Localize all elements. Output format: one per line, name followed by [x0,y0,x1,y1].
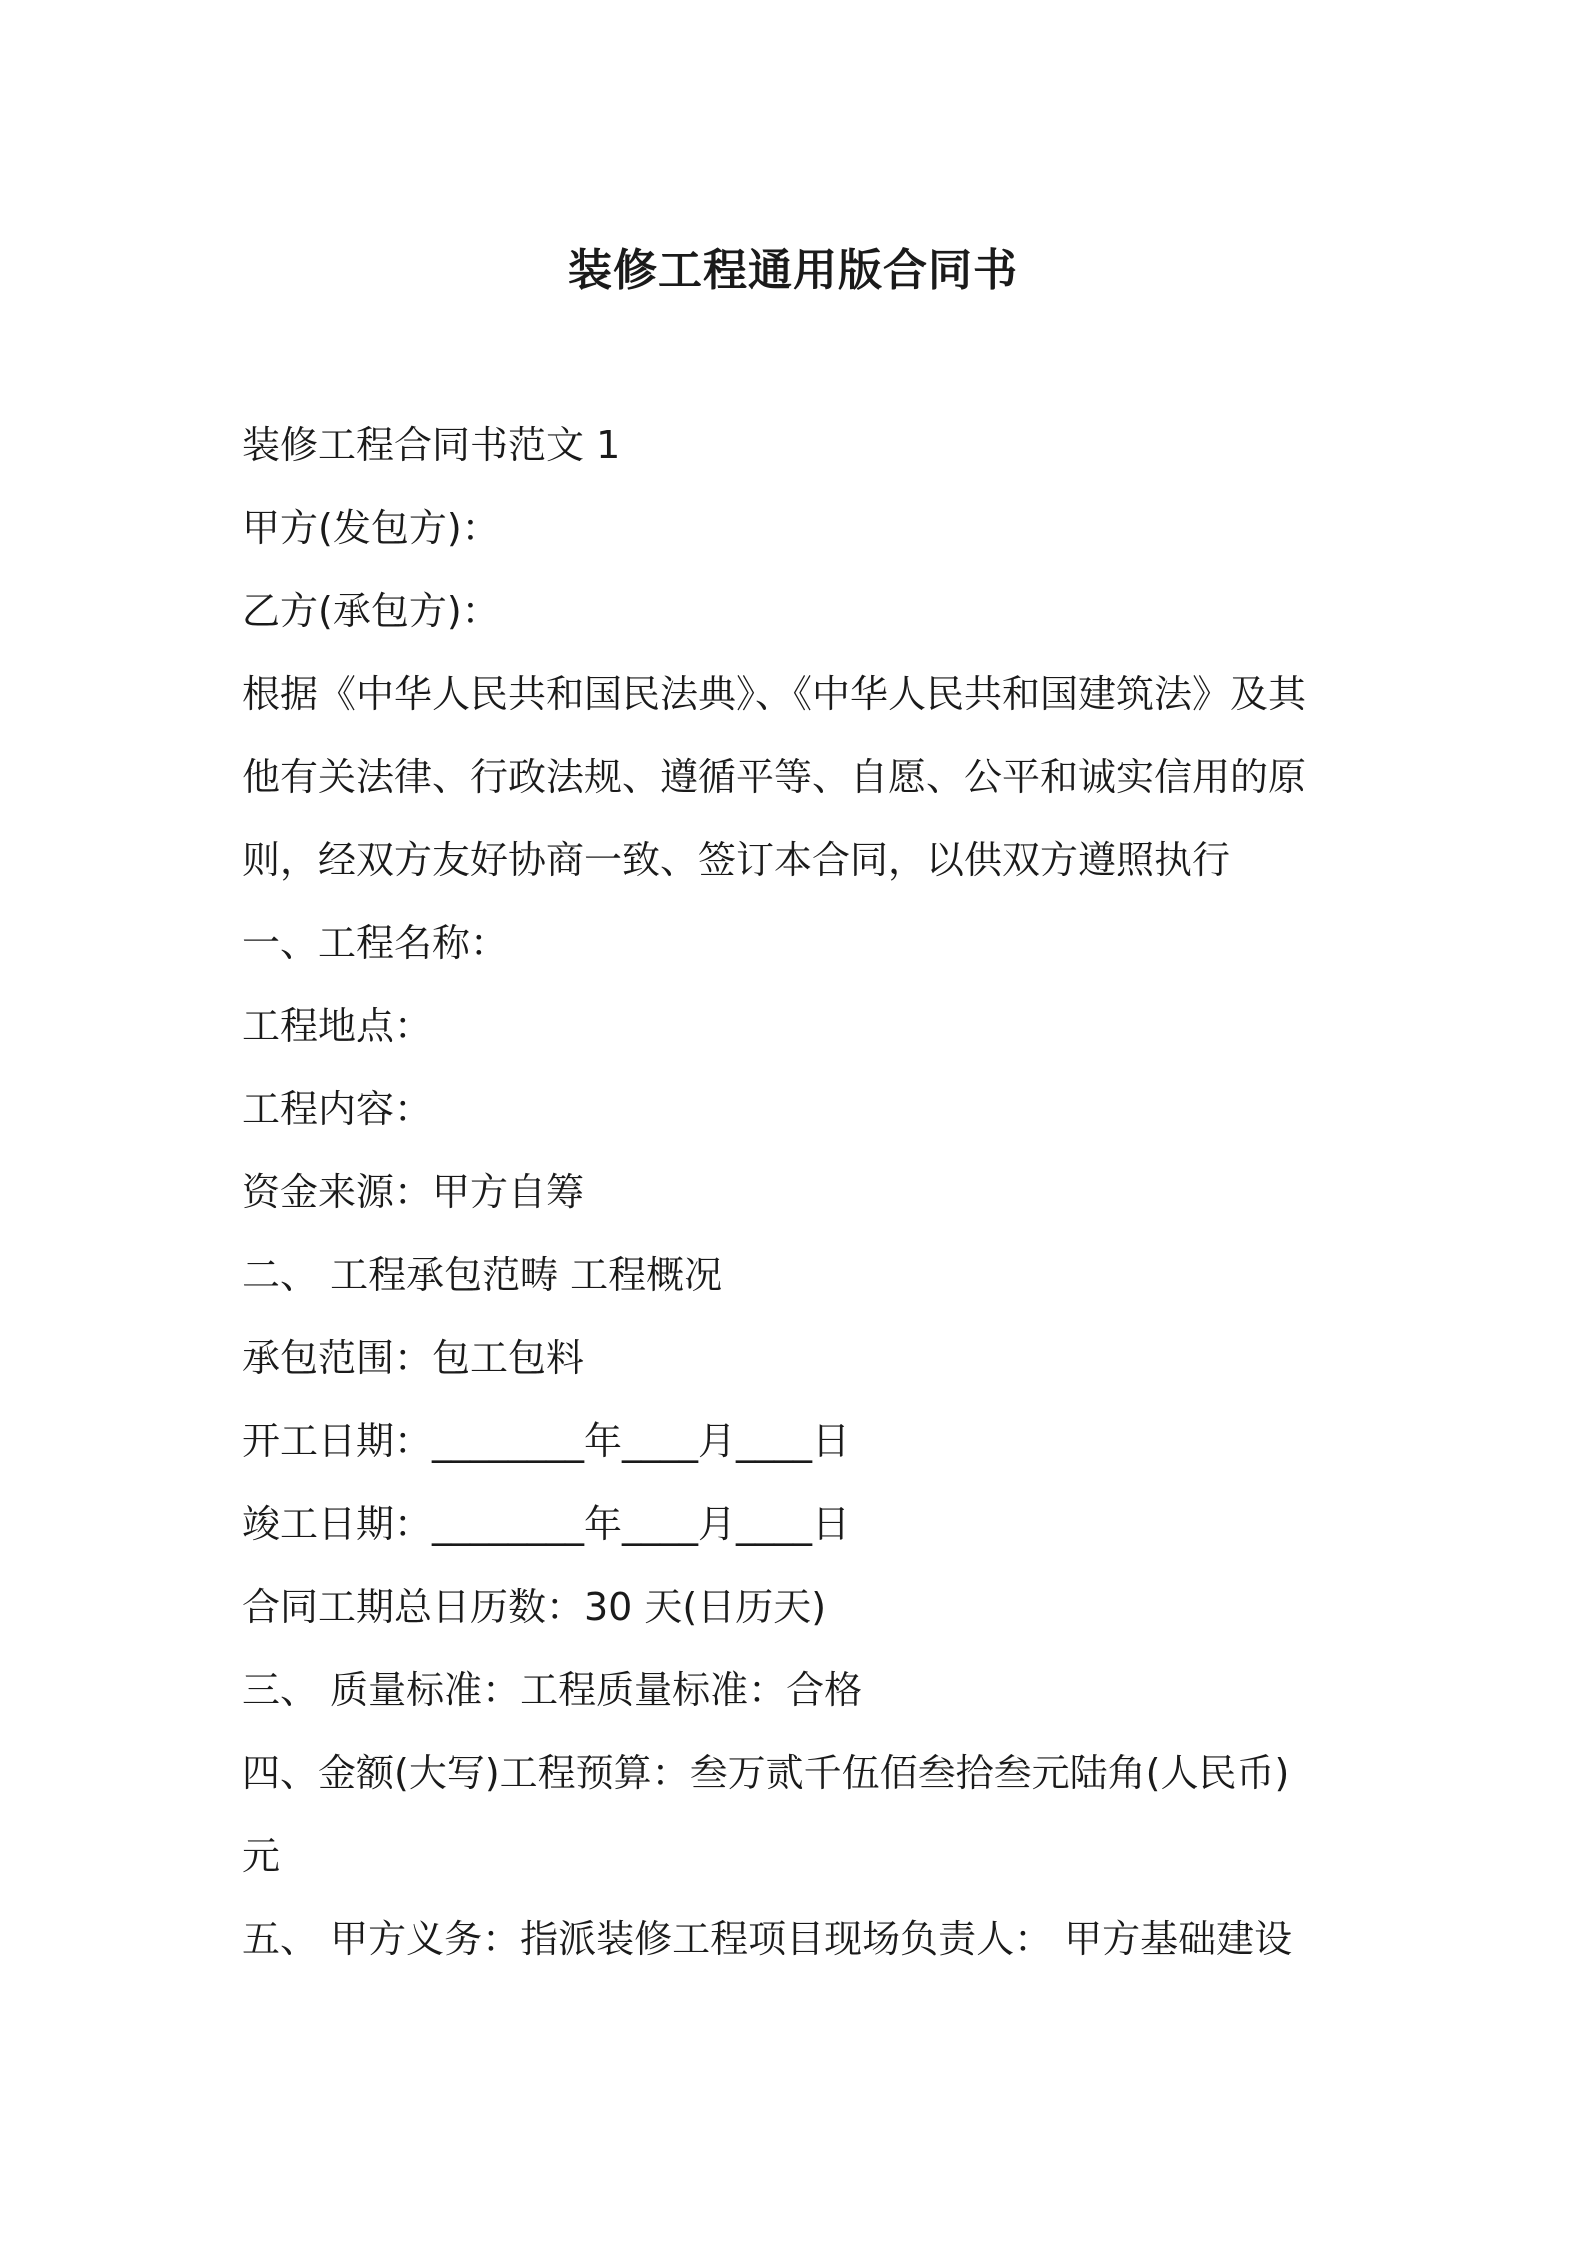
amount-line-continued: 元 [242,1834,281,1878]
funding-source-line: 资金来源：甲方自筹 [242,1170,585,1214]
preamble-line: 则，经双方友好协商一致、签订本合同，以供双方遵照执行 [242,838,1231,882]
document-body [242,404,1362,1981]
preamble-line: 根据《中华人民共和国民法典》、《中华人民共和国建筑法》及其 [242,672,1307,716]
duration-line: 合同工期总日历数：30 天(日历天) [242,1585,827,1629]
project-content-line: 工程内容： [242,1087,433,1131]
section-heading: 装修工程合同书范文 1 [242,423,621,467]
document-title: 装修工程通用版合同书 [568,245,1018,297]
party-a-obligations-line: 五、 甲方义务：指派装修工程项目现场负责人： 甲方基础建设 [242,1917,1293,1961]
preamble-line: 他有关法律、行政法规、遵循平等、自愿、公平和诚实信用的原 [242,755,1307,799]
quality-standard-line: 三、 质量标准：工程质量标准：合格 [242,1668,863,1712]
party-b-line: 乙方(承包方)： [242,589,500,633]
party-a-line: 甲方(发包方)： [242,506,500,550]
scope-heading-line: 二、 工程承包范畴 工程概况 [242,1253,723,1297]
project-name-line: 一、工程名称： [242,921,509,965]
start-date-line: 开工日期：________年____月____日 [242,1419,851,1463]
project-location-line: 工程地点： [242,1004,433,1048]
completion-date-line: 竣工日期：________年____月____日 [242,1502,851,1546]
amount-line: 四、金额(大写)工程预算：叁万贰千伍佰叁拾叁元陆角(人民币) [242,1751,1290,1795]
scope-line: 承包范围：包工包料 [242,1336,585,1380]
